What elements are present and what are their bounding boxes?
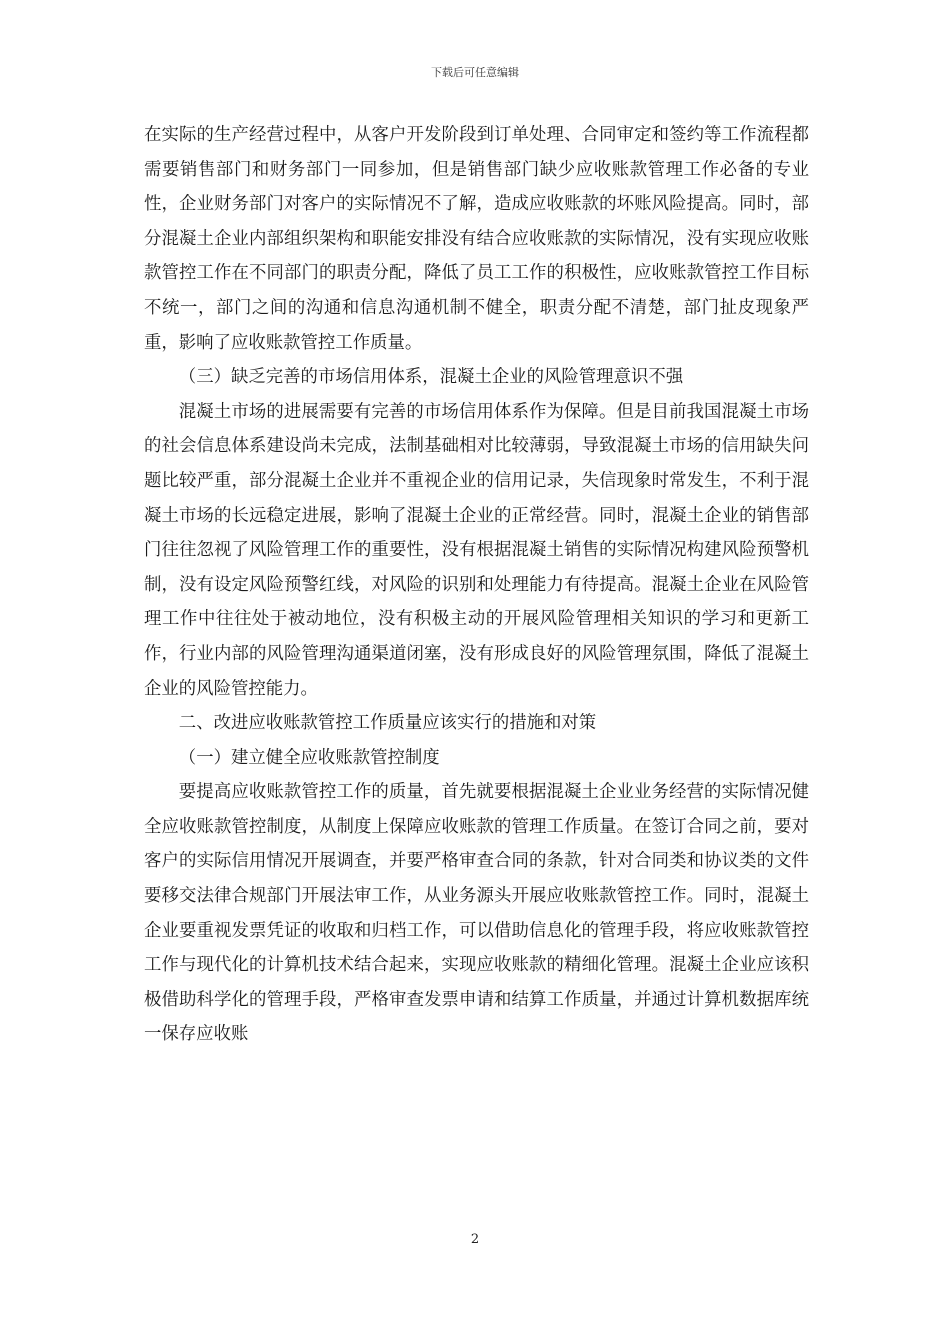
page-header: 下载后可任意编辑: [431, 66, 519, 79]
paragraph-2: 混凝土市场的进展需要有完善的市场信用体系作为保障。但是目前我国混凝土市场的社会信息体系建设尚未完成，法制基础相对比较薄弱，导致混凝土市场的信用缺失问题比较严重，部分混凝土企业并不重视企业的信用记录，失信现象时常发生，不利于混凝土市场的长远稳定进展，影响了混凝土企业的正常经营。同时，混凝土企业的销售部门往往忽视了风险管理工作的重要性，没有根据混凝土销售的实际情况构建风险预警机制，没有设定风险预警红线，对风险的识别和处理能力有待提高。混凝土企业在风险管理工作中往往处于被动地位，没有积极主动的开展风险管理相关知识的学习和更新工作，行业内部的风险管理沟通渠道闭塞，没有形成良好的风险管理氛围，降低了混凝土企业的风险管控能力。: [144, 401, 809, 699]
paragraph-3: 要提高应收账款管控工作的质量，首先就要根据混凝土企业业务经营的实际情况健全应收账款管控制度，从制度上保障应收账款的管理工作质量。在签订合同之前，要对客户的实际信用情况开展调查，并要严格审查合同的条款，针对合同类和协议类的文件要移交法律合规部门开展法审工作，从业务源头开展应收账款管控工作。同时，混凝土企业要重视发票凭证的收取和归档工作，可以借助信息化的管理手段，将应收账款管控工作与现代化的计算机技术结合起来，实现应收账款的精细化管理。混凝土企业应该积极借助科学化的管理手段，严格审查发票申请和结算工作质量，并通过计算机数据库统一保存应收账: [144, 782, 809, 1045]
section-heading-3: （三）缺乏完善的市场信用体系，混凝土企业的风险管理意识不强: [178, 367, 684, 388]
section-heading-1: （一）建立健全应收账款管控制度: [178, 747, 440, 768]
paragraph-1: 在实际的生产经营过程中，从客户开发阶段到订单处理、合同审定和签约等工作流程都需要销售部门和财务部门一同参加，但是销售部门缺少应收账款管理工作必备的专业性，企业财务部门对客户的实际情况不了解，造成应收账款的坏账风险提高。同时，部分混凝土企业内部组织架构和职能安排没有结合应收账款的实际情况，没有实现应收账款管控工作在不同部门的职责分配，降低了员工工作的积极性，应收账款管控工作目标不统一，部门之间的沟通和信息沟通机制不健全，职责分配不清楚，部门扯皮现象严重，影响了应收账款管控工作质量。: [144, 125, 809, 353]
page-number: 2: [470, 1232, 480, 1247]
chapter-heading-2: 二、改进应收账款管控工作质量应该实行的措施和对策: [178, 713, 597, 734]
document-body: [144, 118, 809, 1052]
